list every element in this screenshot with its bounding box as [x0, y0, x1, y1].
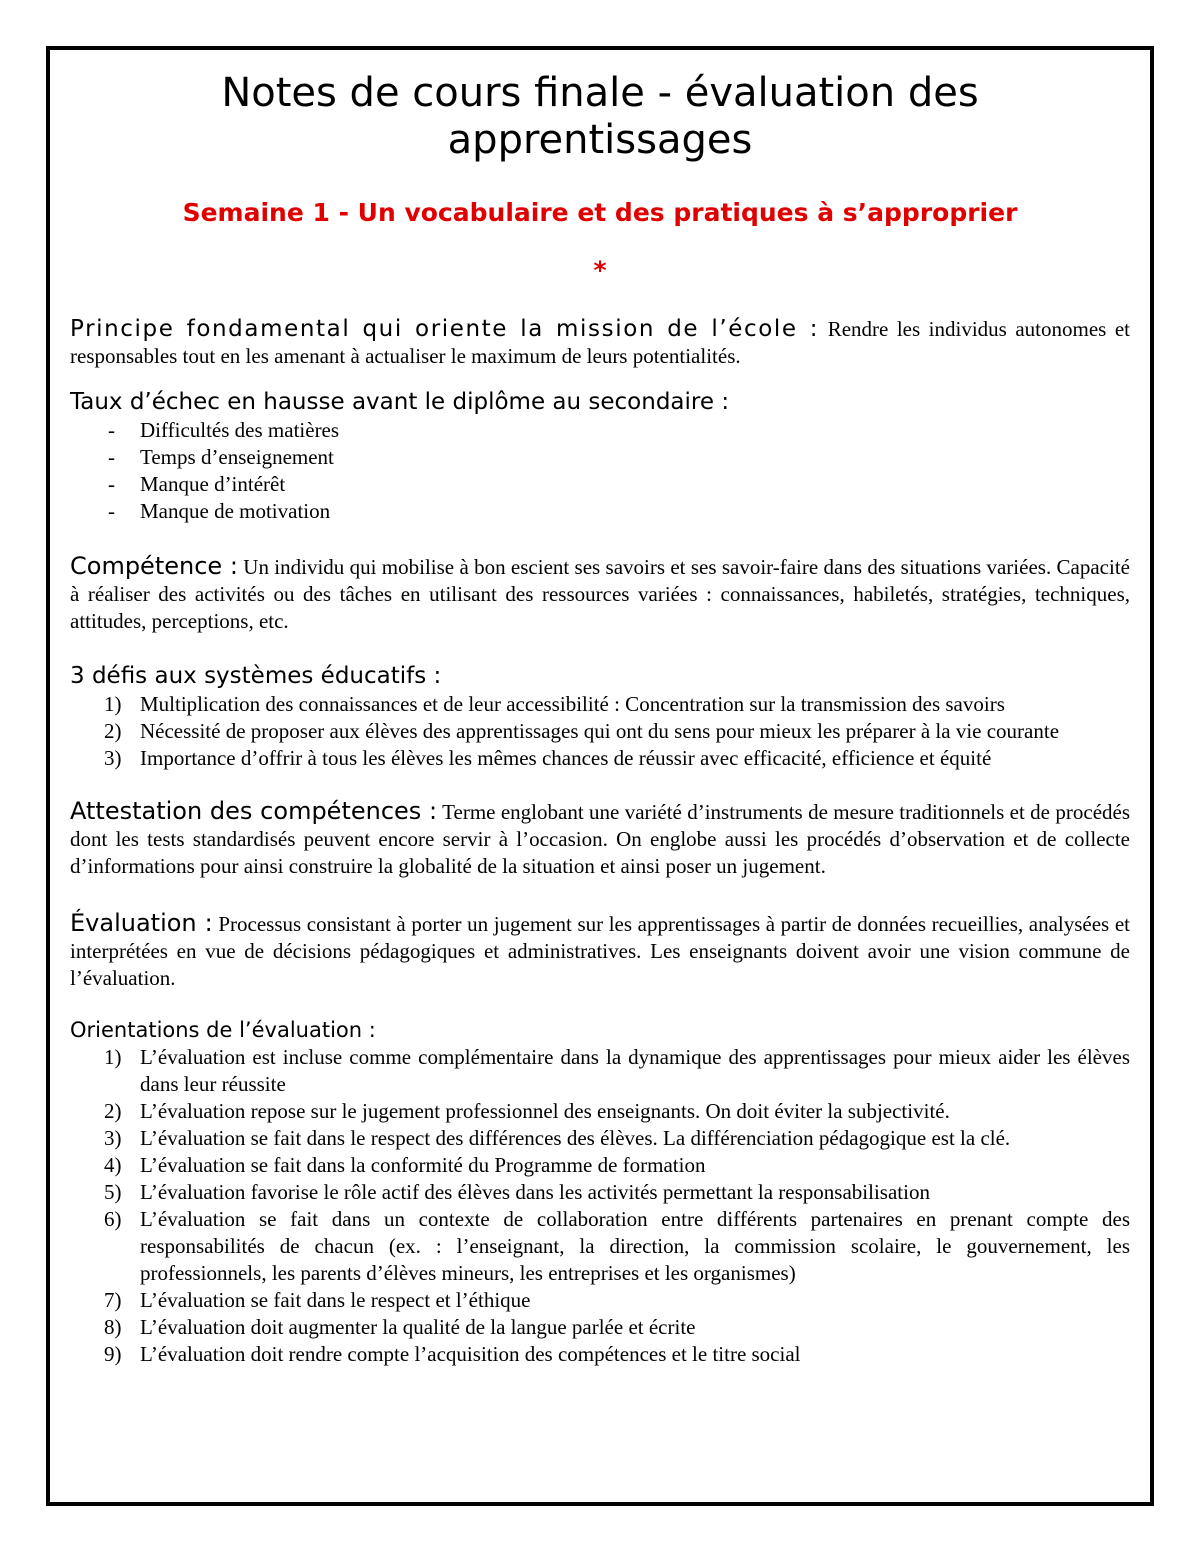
document-content	[70, 70, 1130, 1368]
attestation-heading: Attestation des compétences :	[70, 797, 438, 825]
list-item: 8) L’évaluation doit augmenter la qualité de la langue parlée et écrite	[104, 1315, 696, 1339]
list-item: - Manque d’intérêt	[108, 472, 286, 496]
challenges-list	[70, 691, 1130, 772]
list-item: 2) L’évaluation repose sur le jugement professionnel des enseignants. On doit éviter la subjectivité.	[104, 1099, 950, 1123]
challenges-section	[70, 661, 1130, 772]
challenges-heading: 3 défis aux systèmes éducatifs :	[70, 663, 442, 689]
list-item: 1) Multiplication des connaissances et de leur accessibilité : Concentration sur la transmission des savoirs	[104, 692, 1005, 716]
competence-section	[70, 553, 1130, 635]
list-item: - Temps d’enseignement	[108, 445, 334, 469]
failure-heading: Taux d’échec en hausse avant le diplôme au secondaire :	[70, 389, 730, 415]
list-item: 3) Importance d’offrir à tous les élèves les mêmes chances de réussir avec efficacité, efficience et équité	[104, 746, 992, 770]
orientations-heading: Orientations de l’évaluation :	[70, 1018, 376, 1042]
principle-section	[70, 316, 1130, 370]
list-item: 1) L’évaluation est incluse comme complémentaire dans la dynamique des apprentissages pour mieux aider les élèves dans leur réussite	[104, 1045, 1130, 1096]
orientations-section	[70, 1016, 1130, 1368]
evaluation-text: Processus consistant à porter un jugement sur les apprentissages à partir de données recueillies, analysées et interprétées en vue de décisions pédagogiques et administratives. Les enseignants doivent avoir une vision commune de l’évaluation.	[70, 912, 1130, 990]
failure-section	[70, 387, 1130, 525]
attestation-text: Terme englobant une variété d’instruments de mesure traditionnels et de procédés dont les tests standardisés peuvent encore servir à l’occasion. On englobe aussi les procédés d’observation et de collecte d’informations pour ainsi construire la globalité de la situation et ainsi poser un jugement.	[70, 800, 1131, 878]
document-title: Notes de cours finale - évaluation des apprentissages	[221, 70, 979, 163]
competence-heading: Compétence :	[70, 552, 238, 580]
list-item: 9) L’évaluation doit rendre compte l’acquisition des compétences et le titre social	[104, 1342, 801, 1366]
list-item: 4) L’évaluation se fait dans la conformité du Programme de formation	[104, 1153, 706, 1177]
principle-text: Rendre les individus autonomes et responsables tout en les amenant à actualiser le maximum de leurs potentialités.	[70, 317, 1130, 368]
list-item: 5) L’évaluation favorise le rôle actif des élèves dans les activités permettant la responsabilisation	[104, 1180, 930, 1204]
evaluation-section	[70, 910, 1130, 992]
list-item: - Manque de motivation	[108, 499, 331, 523]
list-item: 3) L’évaluation se fait dans le respect des différences des élèves. La différenciation pédagogique est la clé.	[104, 1126, 1011, 1150]
evaluation-heading: Évaluation :	[70, 909, 213, 937]
list-item: 7) L’évaluation se fait dans le respect et l’éthique	[104, 1288, 531, 1312]
attestation-section	[70, 798, 1130, 880]
failure-list	[70, 417, 1130, 525]
week-title: Semaine 1 - Un vocabulaire et des pratiques à s’approprier	[182, 198, 1018, 227]
principle-heading: Principe fondamental qui oriente la mission de l’école :	[70, 316, 820, 342]
list-item: 2) Nécessité de proposer aux élèves des apprentissages qui ont du sens pour mieux les préparer à la vie courante	[104, 719, 1060, 743]
list-item: - Difficultés des matières	[108, 418, 340, 442]
competence-text: Un individu qui mobilise à bon escient ses savoirs et ses savoir-faire dans des situations variées. Capacité à réaliser des activités ou des tâches en utilisant des ressources variées : connaissances, habiletés, stratégies, techniques, attitudes, perceptions, etc.	[70, 555, 1130, 633]
orientations-list	[70, 1044, 1130, 1368]
list-item: 6) L’évaluation se fait dans un contexte de collaboration entre différents partenaires en prenant compte des responsabilités de chacun (ex. : l’enseignant, la direction, la commission scolaire, le gouvernement, les professionnels, les parents d’élèves mineurs, les entreprises et les organismes)	[104, 1207, 1130, 1285]
separator-star: *	[593, 256, 607, 285]
